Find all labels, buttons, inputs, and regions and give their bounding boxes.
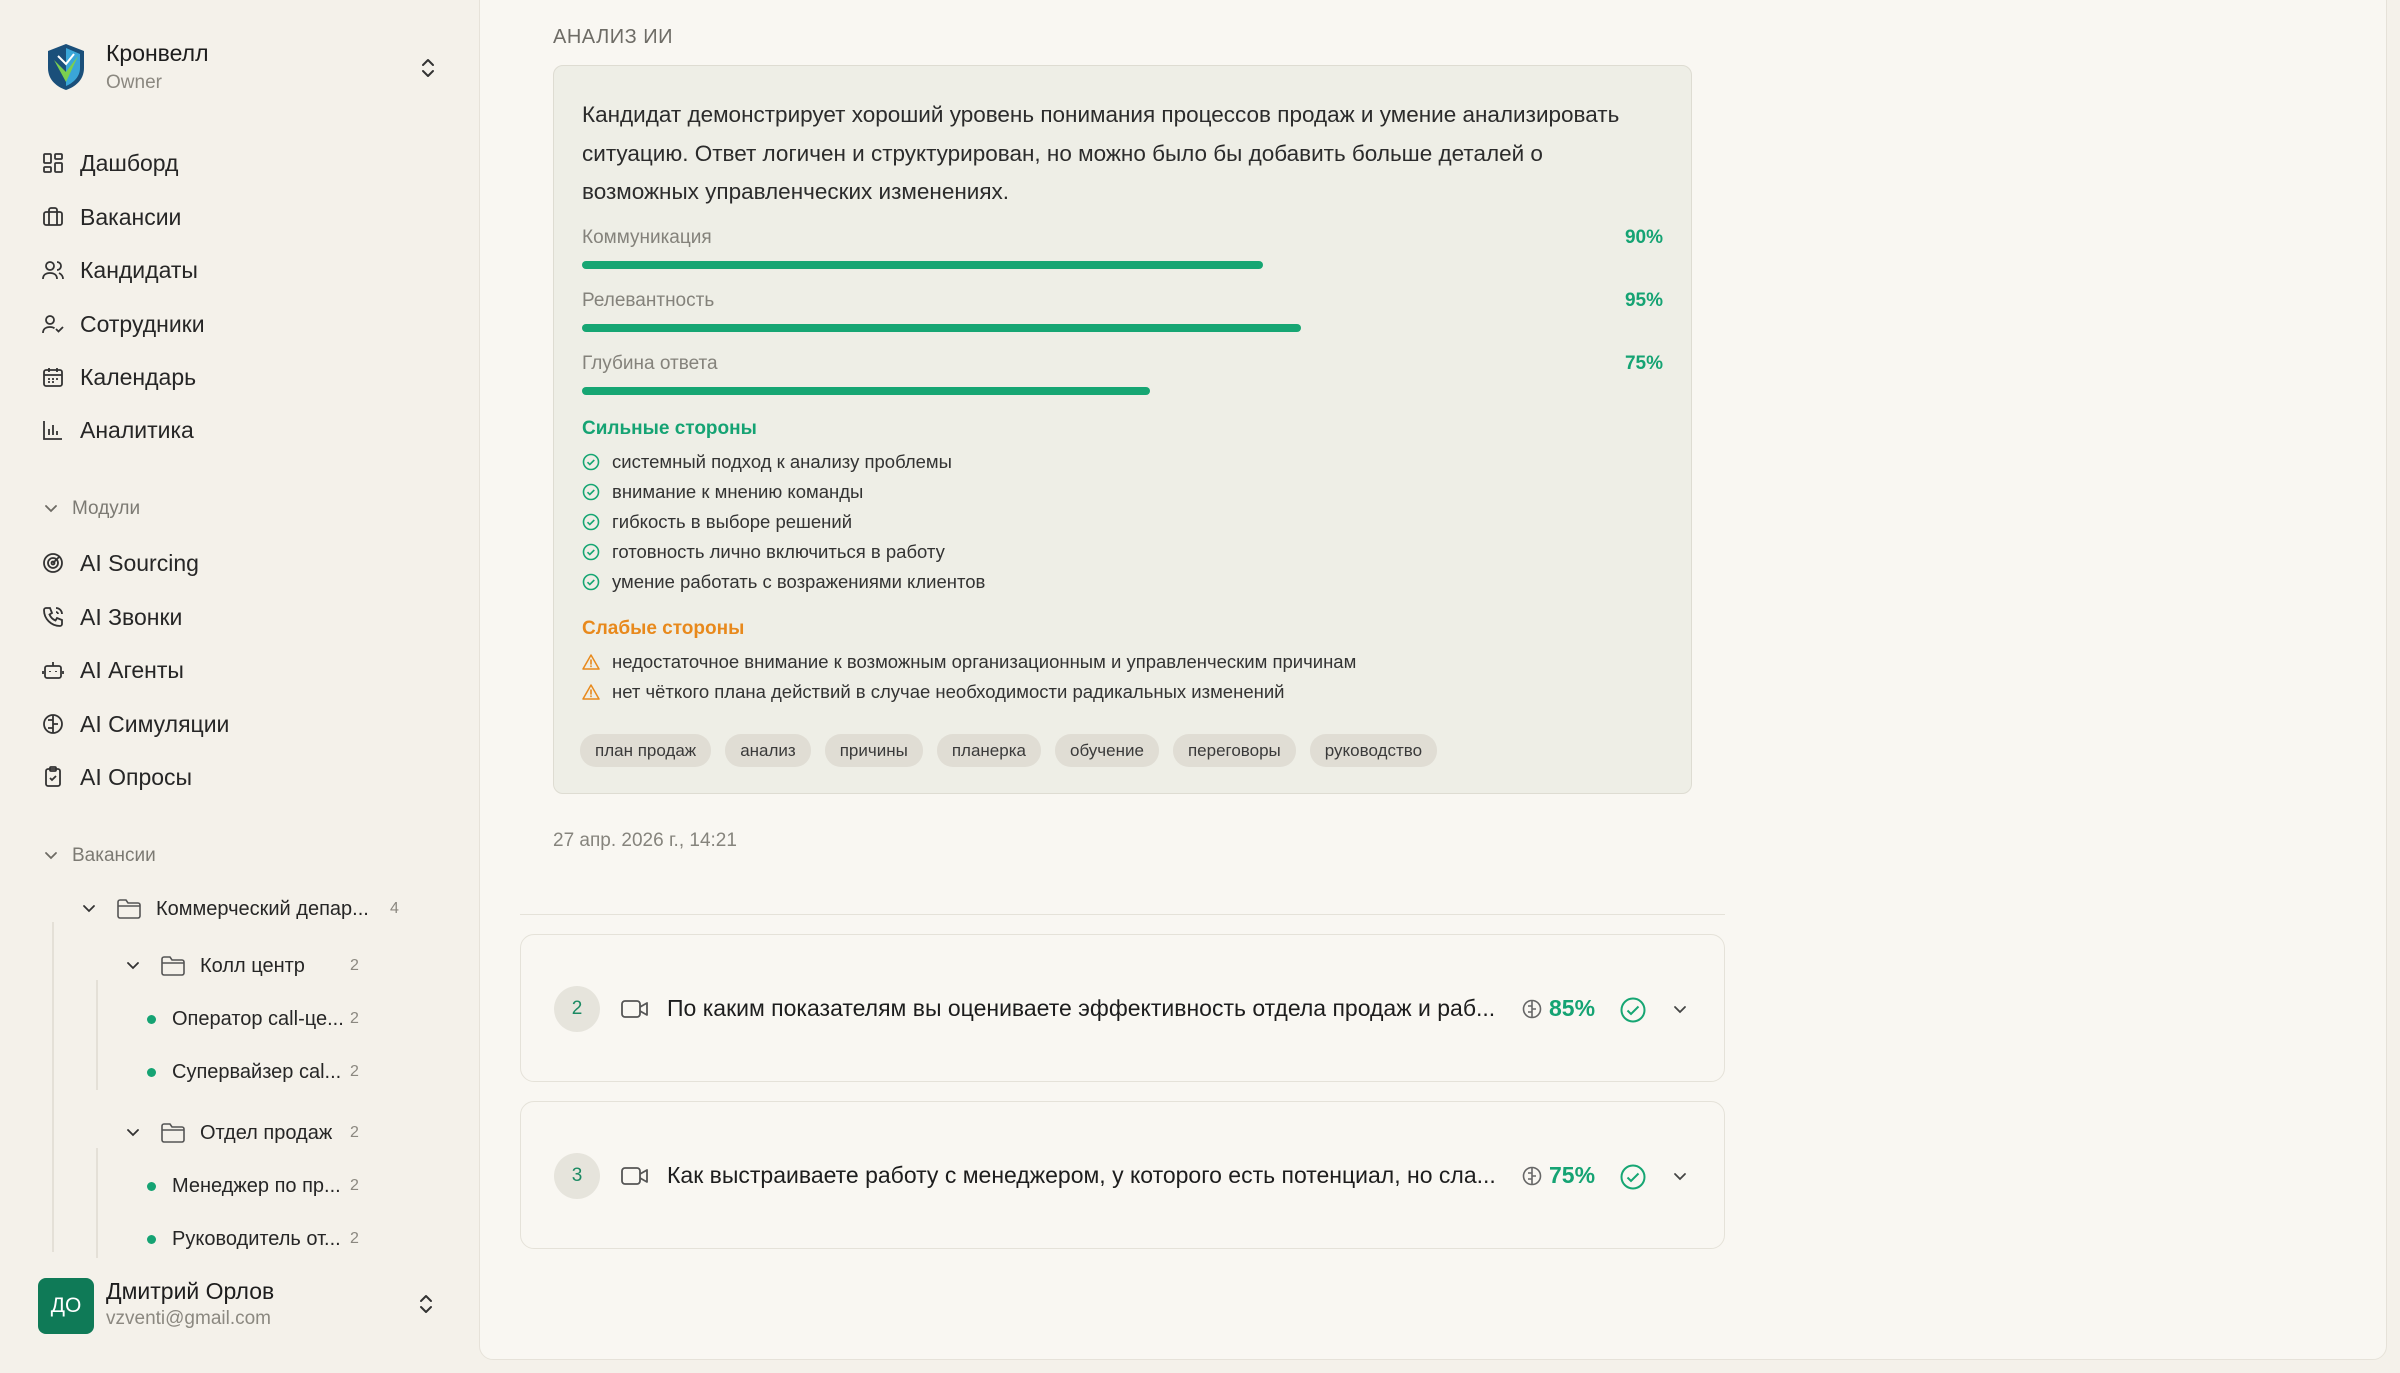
- metric-bar: [582, 324, 1663, 332]
- tree-count: 2: [350, 1177, 359, 1194]
- strength-text: умение работать с возражениями клиентов: [612, 571, 986, 592]
- tree-vacancy-label: Супервайзер cal...: [172, 1060, 342, 1083]
- nav-item-analytics[interactable]: [38, 410, 448, 450]
- tree-vacancy-head[interactable]: [147, 1221, 377, 1257]
- nav-item-ai-simulations[interactable]: [38, 704, 448, 744]
- tag: план продаж: [580, 734, 711, 767]
- check-circle-icon: [582, 513, 600, 531]
- video-icon: [621, 1166, 649, 1186]
- tree-vacancy-label: Руководитель от...: [172, 1227, 341, 1250]
- check-circle-icon: [582, 483, 600, 501]
- question-text: По каким показателям вы оцениваете эффективность отдела продаж и раб...: [667, 995, 1496, 1021]
- video-icon: [621, 999, 649, 1019]
- metric-value: 95%: [1624, 290, 1663, 311]
- user-switcher[interactable]: [38, 1276, 448, 1336]
- weaknesses-title: Слабые стороны: [582, 618, 745, 639]
- tree-vacancy-operator[interactable]: [147, 1001, 377, 1037]
- metric-bar-fill: [582, 261, 1263, 269]
- org-switcher[interactable]: [44, 38, 444, 98]
- status-dot: [147, 1235, 156, 1244]
- modules-section-title: Модули: [72, 498, 141, 519]
- calendar-icon: [38, 362, 68, 392]
- org-logo-icon: [44, 42, 88, 92]
- ai-analysis-card: [553, 65, 1692, 794]
- question-text: Как выстраиваете работу с менеджером, у которого есть потенциал, но сла...: [667, 1162, 1496, 1188]
- vacancies-section-title: Вакансии: [72, 845, 156, 866]
- chevron-up-down-icon[interactable]: [416, 1292, 436, 1316]
- nav-label: AI Sourcing: [80, 549, 199, 576]
- tag: причины: [825, 734, 923, 767]
- nav-label: AI Опросы: [80, 763, 193, 790]
- warning-icon: [582, 683, 600, 701]
- nav-label: Кандидаты: [80, 256, 198, 283]
- brain-icon: [1521, 1165, 1543, 1187]
- status-dot: [147, 1182, 156, 1191]
- nav-item-vacancies[interactable]: [38, 197, 448, 237]
- nav-item-dashboard[interactable]: [38, 143, 448, 183]
- tag: обучение: [1055, 734, 1159, 767]
- metric-label: Релевантность: [582, 290, 715, 311]
- tree-folder-label: Коммерческий депар...: [156, 897, 369, 920]
- tree-guide: [96, 980, 98, 1090]
- nav-item-ai-calls[interactable]: [38, 597, 448, 637]
- org-role: Owner: [106, 72, 162, 93]
- org-name: Кронвелл: [106, 40, 209, 66]
- ai-analysis-title: АНАЛИЗ ИИ: [553, 26, 673, 48]
- brain-icon: [38, 709, 68, 739]
- tree-vacancy-supervisor[interactable]: [147, 1054, 377, 1090]
- tag: планерка: [937, 734, 1041, 767]
- dashboard-icon: [38, 148, 68, 178]
- nav-label: Вакансии: [80, 203, 182, 230]
- tree-count: 2: [350, 1124, 359, 1141]
- tag: руководство: [1310, 734, 1437, 767]
- nav-label: AI Агенты: [80, 656, 184, 683]
- metric-label: Коммуникация: [582, 227, 712, 248]
- tag: переговоры: [1173, 734, 1296, 767]
- nav-label: AI Звонки: [80, 603, 183, 630]
- tree-count: 2: [350, 1063, 359, 1080]
- question-number: 2: [554, 986, 600, 1032]
- question-score: [1521, 995, 1595, 1022]
- strength-item: [582, 449, 952, 475]
- chevron-down-icon: [42, 500, 60, 518]
- tag: анализ: [725, 734, 811, 767]
- ai-analysis-text: Кандидат демонстрирует хороший уровень понимания процессов продаж и умение анализировать ситуацию. Ответ логичен и структурирован, но можно было бы добавить больше деталей о возможных управленческих изменениях.: [582, 102, 1620, 204]
- strength-item: [582, 509, 852, 535]
- nav-item-candidates[interactable]: [38, 250, 448, 290]
- bar-chart-icon: [38, 415, 68, 445]
- weakness-item: [582, 679, 1285, 705]
- user-check-icon: [38, 309, 68, 339]
- chevron-down-icon: [124, 1124, 142, 1142]
- user-email: vzventi@gmail.com: [106, 1308, 271, 1329]
- strength-text: внимание к мнению команды: [612, 481, 864, 502]
- score-value: 85%: [1549, 995, 1596, 1021]
- metric-bar: [582, 261, 1663, 269]
- tree-folder-sales[interactable]: [124, 1115, 374, 1151]
- status-dot: [147, 1015, 156, 1024]
- tree-folder-call-center[interactable]: [124, 948, 374, 984]
- tree-vacancy-label: Оператор call-це...: [172, 1007, 344, 1030]
- tree-folder-commercial[interactable]: [80, 891, 410, 927]
- metric-bar: [582, 387, 1663, 395]
- tag-list: [580, 734, 1451, 767]
- folder-icon: [160, 955, 186, 977]
- users-icon: [38, 255, 68, 285]
- tree-folder-label: Отдел продаж: [200, 1121, 333, 1144]
- sidebar: [0, 0, 478, 1373]
- user-name: Дмитрий Орлов: [106, 1278, 275, 1304]
- strength-item: [582, 539, 945, 565]
- chevron-up-down-icon[interactable]: [418, 56, 438, 80]
- check-circle-icon: [582, 543, 600, 561]
- strength-item: [582, 569, 985, 595]
- weakness-item: [582, 649, 1356, 675]
- nav-label: Сотрудники: [80, 310, 205, 337]
- folder-icon: [160, 1122, 186, 1144]
- tree-count: 2: [350, 957, 359, 974]
- chevron-down-icon: [42, 847, 60, 865]
- chevron-down-icon[interactable]: [1671, 1001, 1689, 1019]
- nav-label: AI Симуляции: [80, 710, 230, 737]
- weakness-text: нет чёткого плана действий в случае необходимости радикальных изменений: [612, 681, 1285, 702]
- brain-icon: [1521, 998, 1543, 1020]
- warning-icon: [582, 653, 600, 671]
- metric-value: 75%: [1624, 353, 1663, 374]
- chevron-down-icon: [80, 900, 98, 918]
- question-score: [1521, 1162, 1595, 1189]
- nav-item-ai-surveys[interactable]: [38, 757, 448, 797]
- question-number: 3: [554, 1153, 600, 1199]
- vacancies-section-toggle[interactable]: [42, 841, 156, 871]
- tree-count: 4: [390, 900, 399, 917]
- nav-item-calendar[interactable]: [38, 357, 448, 397]
- strengths-title: Сильные стороны: [582, 418, 757, 439]
- tree-count: 2: [350, 1010, 359, 1027]
- check-circle-icon: [582, 573, 600, 591]
- metric-bar-fill: [582, 324, 1301, 332]
- phone-icon: [38, 602, 68, 632]
- answer-timestamp: 27 апр. 2026 г., 14:21: [553, 830, 737, 851]
- folder-icon: [116, 898, 142, 920]
- nav-item-employees[interactable]: [38, 304, 448, 344]
- nav-label: Аналитика: [80, 416, 194, 443]
- target-icon: [38, 548, 68, 578]
- check-circle-icon: [582, 453, 600, 471]
- metric-label: Глубина ответа: [582, 353, 718, 374]
- check-circle-icon: [1619, 996, 1647, 1024]
- card-divider: [520, 914, 1725, 915]
- strength-text: готовность лично включиться в работу: [612, 541, 945, 562]
- check-circle-icon: [1619, 1163, 1647, 1191]
- score-value: 75%: [1549, 1162, 1596, 1188]
- tree-count: 2: [350, 1230, 359, 1247]
- question-card[interactable]: [520, 934, 1725, 1082]
- bot-icon: [38, 655, 68, 685]
- strength-text: системный подход к анализу проблемы: [612, 451, 952, 472]
- status-dot: [147, 1068, 156, 1077]
- tree-guide: [96, 1148, 98, 1258]
- briefcase-icon: [38, 202, 68, 232]
- chevron-down-icon: [124, 957, 142, 975]
- metric-bar-fill: [582, 387, 1150, 395]
- modules-section-toggle[interactable]: [42, 494, 140, 524]
- tree-vacancy-sales-manager[interactable]: [147, 1168, 377, 1204]
- strength-text: гибкость в выборе решений: [612, 511, 853, 532]
- tree-guide: [52, 922, 54, 1252]
- nav-item-ai-sourcing[interactable]: [38, 543, 448, 583]
- nav-item-ai-agents[interactable]: [38, 650, 448, 690]
- chevron-down-icon[interactable]: [1671, 1168, 1689, 1186]
- nav-label: Календарь: [80, 363, 197, 390]
- avatar: ДО: [38, 1278, 94, 1334]
- nav-label: Дашборд: [80, 149, 179, 176]
- tree-vacancy-label: Менеджер по пр...: [172, 1174, 341, 1197]
- weakness-text: недостаточное внимание к возможным организационным и управленческим причинам: [612, 651, 1357, 672]
- strength-item: [582, 479, 863, 505]
- metric-value: 90%: [1624, 227, 1663, 248]
- tree-folder-label: Колл центр: [200, 954, 305, 977]
- question-card[interactable]: [520, 1101, 1725, 1249]
- clipboard-check-icon: [38, 762, 68, 792]
